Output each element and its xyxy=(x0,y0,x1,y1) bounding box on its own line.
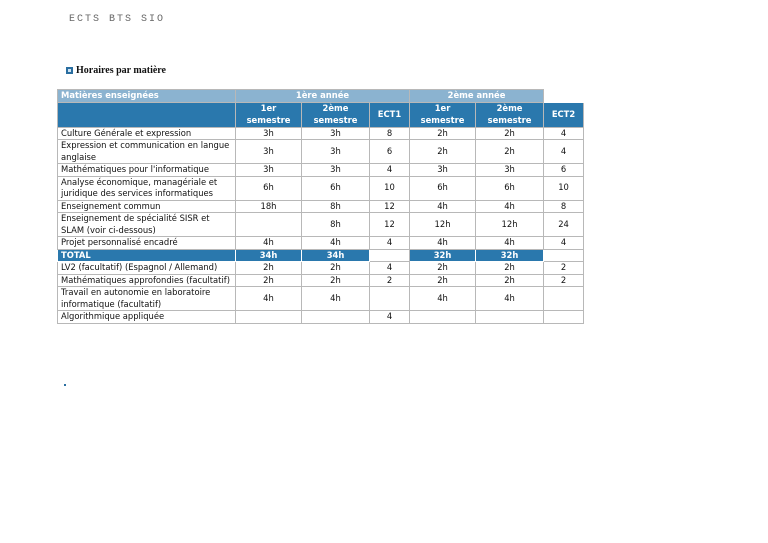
header-year-1: 1ère année xyxy=(236,90,410,103)
value-cell: 6h xyxy=(302,176,370,200)
value-cell: 32h xyxy=(410,249,476,262)
value-cell: 4 xyxy=(544,140,584,164)
value-cell: 2h xyxy=(476,274,544,287)
header-subject-blank xyxy=(58,102,236,127)
value-cell: 3h xyxy=(236,127,302,140)
value-cell: 12 xyxy=(370,213,410,237)
table-row xyxy=(58,262,584,275)
table-row xyxy=(58,274,584,287)
subject-cell: Projet personnalisé encadré xyxy=(58,237,236,250)
header-subjects: Matières enseignées xyxy=(58,90,236,103)
value-cell xyxy=(370,287,410,311)
value-cell: 6 xyxy=(370,140,410,164)
header-ect2: ECT2 xyxy=(544,102,584,127)
value-cell: 3h xyxy=(302,140,370,164)
subject-cell: Analyse économique, managériale et juridique des services informatiques xyxy=(58,176,236,200)
value-cell: 8h xyxy=(302,213,370,237)
subject-cell: Travail en autonomie en laboratoire informatique (facultatif) xyxy=(58,287,236,311)
value-cell: 6h xyxy=(410,176,476,200)
value-cell: 4 xyxy=(370,164,410,177)
value-cell: 8h xyxy=(302,200,370,213)
value-cell: 2 xyxy=(544,274,584,287)
header-semester-4: 2ème semestre xyxy=(476,102,544,127)
value-cell xyxy=(476,311,544,324)
value-cell: 34h xyxy=(236,249,302,262)
value-cell: 4h xyxy=(410,287,476,311)
header-semester-1: 1er semestre xyxy=(236,102,302,127)
value-cell: 34h xyxy=(302,249,370,262)
table-row xyxy=(58,127,584,140)
value-cell: 12h xyxy=(410,213,476,237)
value-cell: 4 xyxy=(544,127,584,140)
value-cell: 24 xyxy=(544,213,584,237)
value-cell: 6h xyxy=(236,176,302,200)
value-cell: 10 xyxy=(370,176,410,200)
value-cell: 2h xyxy=(410,274,476,287)
value-cell: 4h xyxy=(302,287,370,311)
value-cell xyxy=(302,311,370,324)
value-cell: 4 xyxy=(370,311,410,324)
header-ect1: ECT1 xyxy=(370,102,410,127)
subject-cell: Culture Générale et expression xyxy=(58,127,236,140)
value-cell: 8 xyxy=(544,200,584,213)
value-cell: 2h xyxy=(410,140,476,164)
section-heading xyxy=(66,65,166,76)
value-cell: 4h xyxy=(236,237,302,250)
table-row xyxy=(58,213,584,237)
table-row xyxy=(58,237,584,250)
value-cell: 3h xyxy=(410,164,476,177)
value-cell: 4h xyxy=(476,287,544,311)
table-row xyxy=(58,140,584,164)
table-row xyxy=(58,311,584,324)
subject-cell: Mathématiques pour l'informatique xyxy=(58,164,236,177)
value-cell: 2h xyxy=(302,262,370,275)
value-cell: 4 xyxy=(544,237,584,250)
subject-cell: Mathématiques approfondies (facultatif) xyxy=(58,274,236,287)
value-cell xyxy=(370,249,410,262)
table-row xyxy=(58,200,584,213)
subject-cell: Enseignement de spécialité SISR et SLAM (voir ci-dessous) xyxy=(58,213,236,237)
value-cell: 2h xyxy=(476,140,544,164)
value-cell: 3h xyxy=(476,164,544,177)
value-cell: 2h xyxy=(236,262,302,275)
section-heading-label: Horaires par matière xyxy=(76,65,166,76)
value-cell: 4 xyxy=(370,262,410,275)
header-semester-2: 2ème semestre xyxy=(302,102,370,127)
bullet-square-icon xyxy=(66,67,73,74)
value-cell: 6h xyxy=(476,176,544,200)
value-cell xyxy=(544,249,584,262)
value-cell: 10 xyxy=(544,176,584,200)
value-cell: 2h xyxy=(476,127,544,140)
value-cell: 12 xyxy=(370,200,410,213)
subject-cell: TOTAL xyxy=(58,249,236,262)
table-row xyxy=(58,164,584,177)
value-cell: 2 xyxy=(544,262,584,275)
hours-table xyxy=(57,89,584,324)
value-cell: 12h xyxy=(476,213,544,237)
value-cell: 2 xyxy=(370,274,410,287)
value-cell: 3h xyxy=(302,164,370,177)
table-row xyxy=(58,176,584,200)
header-row-semesters xyxy=(58,102,584,127)
value-cell: 2h xyxy=(302,274,370,287)
header-row-years xyxy=(58,90,584,103)
subject-cell: Expression et communication en langue anglaise xyxy=(58,140,236,164)
small-dot-marker xyxy=(64,384,66,386)
value-cell: 2h xyxy=(476,262,544,275)
value-cell xyxy=(236,213,302,237)
value-cell: 4h xyxy=(476,200,544,213)
subject-cell: LV2 (facultatif) (Espagnol / Allemand) xyxy=(58,262,236,275)
value-cell: 8 xyxy=(370,127,410,140)
value-cell: 4h xyxy=(302,237,370,250)
subject-cell: Algorithmique appliquée xyxy=(58,311,236,324)
header-year-2: 2ème année xyxy=(410,90,544,103)
table-body xyxy=(58,127,584,323)
value-cell xyxy=(236,311,302,324)
value-cell: 4h xyxy=(410,200,476,213)
table-row xyxy=(58,287,584,311)
value-cell: 4h xyxy=(476,237,544,250)
value-cell: 4h xyxy=(410,237,476,250)
value-cell: 2h xyxy=(410,127,476,140)
value-cell: 6 xyxy=(544,164,584,177)
header-semester-3: 1er semestre xyxy=(410,102,476,127)
value-cell: 18h xyxy=(236,200,302,213)
value-cell: 4h xyxy=(236,287,302,311)
value-cell: 2h xyxy=(410,262,476,275)
value-cell: 3h xyxy=(236,164,302,177)
value-cell: 2h xyxy=(236,274,302,287)
value-cell xyxy=(544,287,584,311)
value-cell xyxy=(544,311,584,324)
total-row xyxy=(58,249,584,262)
subject-cell: Enseignement commun xyxy=(58,200,236,213)
value-cell: 3h xyxy=(302,127,370,140)
header-blank xyxy=(544,90,584,103)
document-title: ECTS BTS SIO xyxy=(69,14,166,25)
value-cell: 4 xyxy=(370,237,410,250)
value-cell: 32h xyxy=(476,249,544,262)
value-cell xyxy=(410,311,476,324)
value-cell: 3h xyxy=(236,140,302,164)
